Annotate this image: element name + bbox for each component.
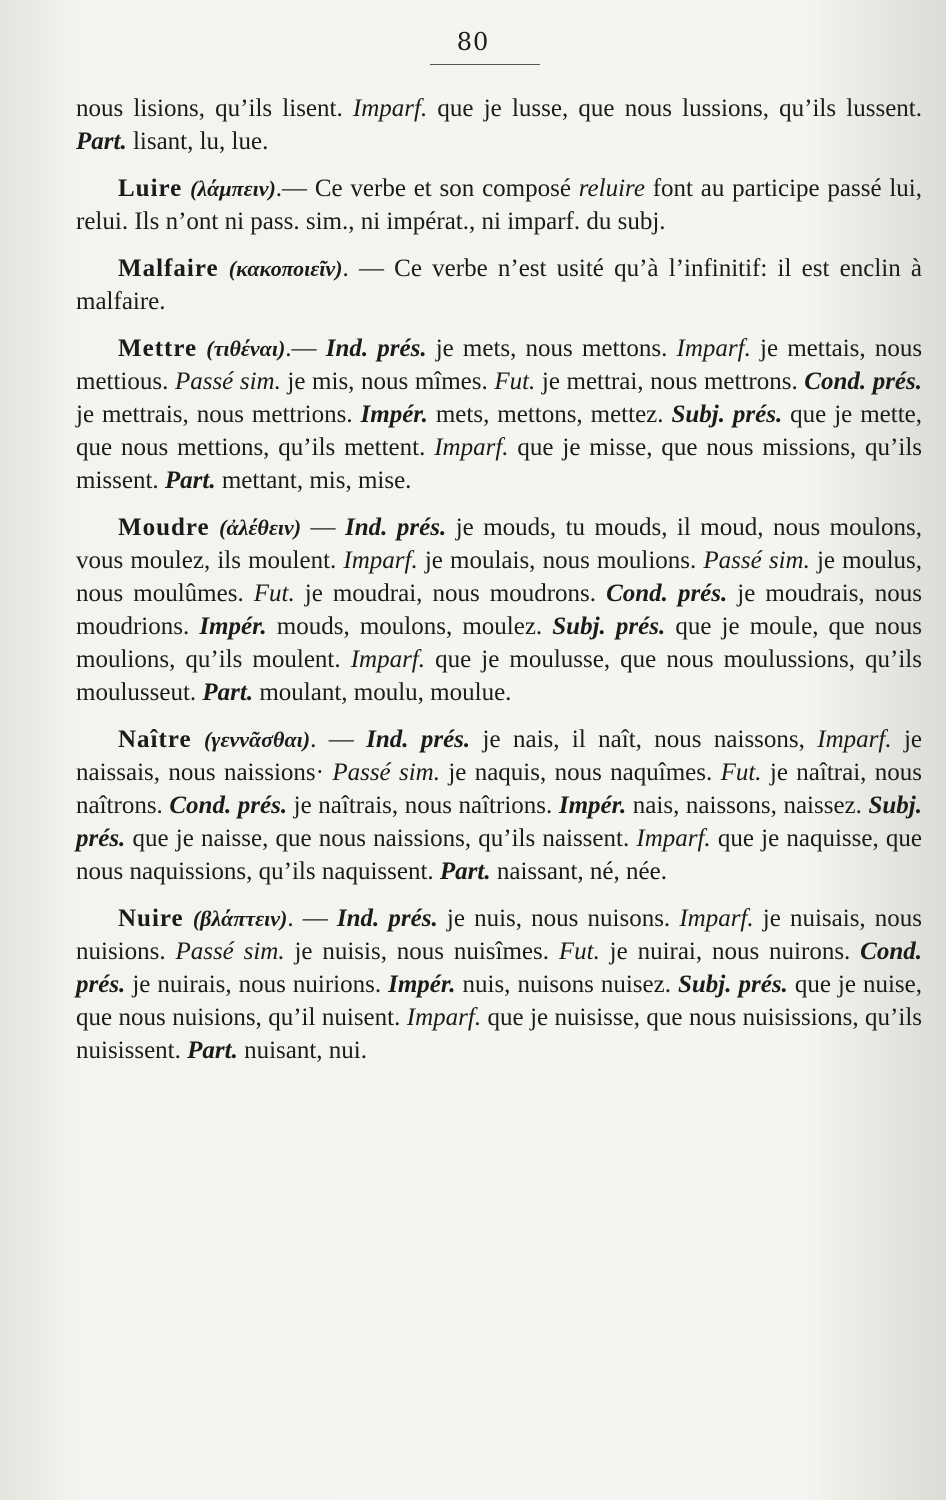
tense-label: Cond. prés.	[804, 368, 922, 395]
tense-label: Fut.	[253, 580, 295, 607]
entry-dash: . —	[342, 255, 384, 282]
text-run: je naquis, nous naquîmes.	[439, 759, 721, 786]
text-run: mettant, mis, mise.	[215, 467, 412, 494]
tense-label: Subj. prés.	[552, 613, 666, 640]
text-run: que je nuise, que nous nuisions, qu’il nuisent.	[76, 971, 922, 1031]
tense-label: Imparf.	[350, 646, 426, 673]
tense-label: Imparf.	[636, 825, 711, 852]
tense-label: Passé sim.	[175, 938, 285, 965]
tense-label: Part.	[187, 1037, 238, 1064]
tense-label: Impér.	[360, 401, 428, 428]
text-run	[328, 905, 337, 932]
text-run: je nuisais, nous nuisions.	[76, 905, 923, 965]
tense-label: Ind. prés.	[325, 335, 427, 362]
text-run: que je naquisse, que nous naquissions, qu’ils naquissent.	[76, 825, 922, 885]
text-run: que je moulusse, que nous moulussions, qu’ils moulusseut.	[76, 646, 922, 706]
text-run: je nuis, nous nuisons.	[437, 905, 680, 932]
tense-label: Subj. prés.	[671, 401, 783, 428]
text-run: lisant, lu, lue.	[126, 128, 269, 155]
text-run: je nuirais, nous nuirions.	[125, 971, 389, 998]
greek-gloss: (κακοποιεῖν)	[228, 256, 343, 281]
tense-label: Imparf.	[406, 1004, 482, 1031]
tense-label: Cond. prés.	[76, 938, 922, 998]
text-run: je moulus, nous moulûmes.	[76, 547, 923, 607]
text-run: font au participe passé lui, relui. Ils n’ont ni pass. sim., ni impérat., ni imparf. du subj.	[76, 175, 922, 235]
tense-label: Fut.	[558, 938, 600, 965]
entry-dash: .—	[275, 175, 308, 202]
greek-gloss: (γεννᾶσθαι)	[203, 727, 311, 752]
tense-label: Imparf.	[352, 95, 428, 122]
text-run	[317, 335, 326, 362]
greek-gloss: (βλάπτειν)	[192, 906, 288, 931]
entry-lire-cont	[76, 92, 922, 158]
tense-label: Part.	[202, 679, 254, 706]
entry-dash: . —	[287, 905, 328, 932]
tense-label: Imparf.	[343, 547, 418, 574]
tense-label: Imparf.	[676, 335, 751, 362]
text-run: je nais, il naît, nous naissons,	[470, 726, 818, 753]
text-run: que je moule, que nous moulions, qu’ils moulent.	[76, 613, 922, 673]
tense-label: Passé sim.	[332, 759, 440, 786]
tense-label: Imparf.	[434, 434, 509, 461]
entry-headword: Naître	[118, 726, 192, 753]
tense-label: Passé sim.	[174, 368, 281, 395]
entry-luire	[76, 172, 922, 238]
text-run: Ce verbe n’est usité qu’à l’infinitif: il est enclin à malfaire.	[76, 255, 923, 315]
text-run: que je lusse, que nous lussions, qu’ils lussent.	[427, 95, 922, 122]
tense-label: Fut.	[494, 368, 536, 395]
entry-headword: Malfaire	[118, 255, 219, 282]
text-run: mouds, moulons, moulez.	[266, 613, 553, 640]
text-run: je mettrais, nous mettrions.	[76, 401, 361, 428]
tense-label: Fut.	[720, 759, 762, 786]
entry-malfaire	[76, 252, 922, 318]
text-run: nuis, nuisons nuisez.	[455, 971, 678, 998]
header-rule	[430, 64, 540, 65]
text-run: que je naisse, que nous naissions, qu’ils naissent.	[125, 825, 637, 852]
tense-label: Passé sim.	[703, 547, 810, 574]
tense-label: Ind. prés.	[336, 905, 438, 932]
tense-label: Cond. prés.	[169, 792, 288, 819]
tense-label: Part.	[439, 858, 491, 885]
text-run: je moulais, nous moulions.	[417, 547, 704, 574]
page-number: 80	[456, 28, 490, 56]
tense-label: Impér.	[388, 971, 456, 998]
text-run: je mettais, nous mettious.	[76, 335, 923, 395]
text-run: nous lisions, qu’ils lisent.	[76, 95, 353, 122]
tense-label: Part.	[76, 128, 127, 155]
text-run: nuisant, nui.	[237, 1037, 367, 1064]
tense-label: Cond. prés.	[606, 580, 728, 607]
text-run: je naissais, nous naissions·	[76, 726, 923, 786]
entry-headword: Moudre	[118, 514, 210, 541]
tense-label: Imparf.	[817, 726, 892, 753]
entry-dash: .—	[285, 335, 317, 362]
entry-dash: . —	[310, 726, 354, 753]
greek-gloss: (ἀλέθειν)	[219, 515, 302, 540]
text-run: je naîtrai, nous naîtrons.	[76, 759, 922, 819]
text-run: que je nuisisse, que nous nuisissions, qu’ils nuisissent.	[76, 1004, 923, 1064]
text-run: je mis, nous mîmes.	[280, 368, 495, 395]
tense-label: Imparf.	[679, 905, 754, 932]
greek-gloss: (τιθέναι)	[206, 336, 286, 361]
entry-mettre	[76, 332, 922, 497]
text-run: je naîtrais, nous naîtrions.	[287, 792, 559, 819]
tense-label: reluire	[578, 175, 645, 202]
tense-label: Subj. prés.	[677, 971, 788, 998]
text-run: Ce verbe et son composé	[307, 175, 579, 202]
entry-naitre	[76, 723, 922, 888]
text-run: je mettrai, nous mettrons.	[535, 368, 805, 395]
tense-label: Ind. prés.	[345, 514, 447, 541]
text-run: que je misse, que nous missions, qu’ils missent.	[76, 434, 922, 494]
text-run	[336, 514, 345, 541]
text-run: mets, mettons, mettez.	[427, 401, 672, 428]
entry-headword: Luire	[118, 175, 183, 202]
tense-label: Impér.	[558, 792, 627, 819]
text-run: je mets, nous mettons.	[426, 335, 677, 362]
page-body	[76, 92, 922, 1081]
tense-label: Impér.	[199, 613, 267, 640]
tense-label: Ind. prés.	[366, 726, 471, 753]
entry-dash: —	[301, 514, 336, 541]
text-run: je nuisis, nous nuisîmes.	[284, 938, 559, 965]
text-run: je moudrais, nous moudrions.	[76, 580, 922, 640]
greek-gloss: (λάμπειν)	[190, 176, 276, 201]
text-run: moulant, moulu, moulue.	[253, 679, 512, 706]
text-run: je mouds, tu mouds, il moud, nous moulons, vous moulez, ils moulent.	[76, 514, 923, 574]
text-run: que je mette, que nous mettions, qu’ils mettent.	[76, 401, 922, 461]
text-run: nais, naissons, naissez.	[626, 792, 869, 819]
entry-headword: Mettre	[118, 335, 198, 362]
entry-nuire	[76, 902, 922, 1067]
entry-moudre	[76, 511, 922, 709]
text-run: naissant, né, née.	[490, 858, 667, 885]
entry-headword: Nuire	[118, 905, 184, 932]
text-run	[354, 726, 366, 753]
tense-label: Part.	[164, 467, 216, 494]
tense-label: Subj. prés.	[76, 792, 922, 852]
text-run: je nuirai, nous nuirons.	[599, 938, 861, 965]
text-run: je moudrai, nous moudrons.	[294, 580, 607, 607]
